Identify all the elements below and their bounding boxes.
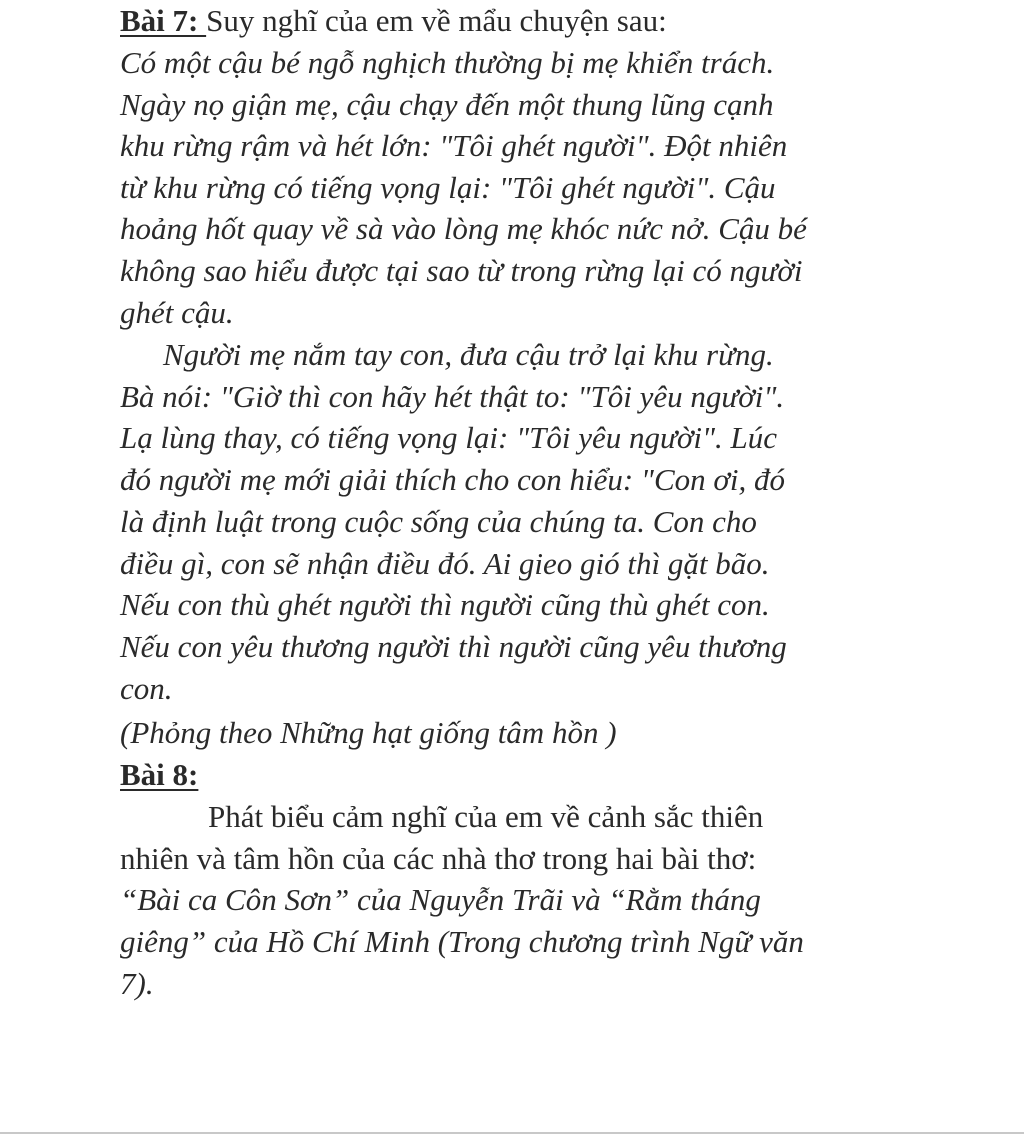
story-line: điều gì, con sẽ nhận điều đó. Ai gieo gió thì gặt bão. [120,546,770,581]
story-line: Nếu con yêu thương người thì người cũng yêu thương [120,629,787,664]
story-line: con. [120,671,173,706]
story-line: Bà nói: "Giờ thì con hãy hét thật to: "Tôi yêu người". [120,379,785,414]
bai7-heading-line [120,2,667,40]
story-line: Lạ lùng thay, có tiếng vọng lại: "Tôi yêu người". Lúc [120,420,778,455]
story-line: Ngày nọ giận mẹ, cậu chạy đến một thung lũng cạnh [120,87,774,122]
bai8-heading: Bài 8: [120,757,199,792]
story-line: đó người mẹ mới giải thích cho con hiểu: "Con ơi, đó [120,462,786,497]
story-line: Người mẹ nắm tay con, đưa cậu trở lại khu rừng. [163,337,774,372]
bai8-line: nhiên và tâm hồn của các nhà thơ trong hai bài thơ: [120,841,757,876]
bai8-poem-line: giêng” của Hồ Chí Minh (Trong chương trình Ngữ văn [120,924,804,959]
story-source: (Phỏng theo Những hạt giống tâm hồn ) [120,715,617,750]
bai8-poem-line: “Bài ca Côn Sơn” của Nguyễn Trãi và “Rằm tháng [120,882,761,917]
bai8-line: Phát biểu cảm nghĩ của em về cảnh sắc thiên [208,799,764,834]
page-divider [0,1132,1024,1134]
story-line: không sao hiểu được tại sao từ trong rừng lại có người [120,253,803,288]
story-line: là định luật trong cuộc sống của chúng ta. Con cho [120,504,757,539]
bai7-heading: Bài 7: [120,3,207,38]
story-line: ghét cậu. [120,295,234,330]
bai7-prompt: Suy nghĩ của em về mẩu chuyện sau: [206,3,667,38]
bai8-poem-line: 7). [120,966,154,1001]
story-line: Có một cậu bé ngỗ nghịch thường bị mẹ khiển trách. [120,45,775,80]
story-line: khu rừng rậm và hét lớn: "Tôi ghét người". Đột nhiên [120,128,788,163]
story-line: hoảng hốt quay về sà vào lòng mẹ khóc nức nở. Cậu bé [120,211,807,246]
story-line: từ khu rừng có tiếng vọng lại: "Tôi ghét người". Cậu [120,170,776,205]
story-line: Nếu con thù ghét người thì người cũng thù ghét con. [120,587,770,622]
